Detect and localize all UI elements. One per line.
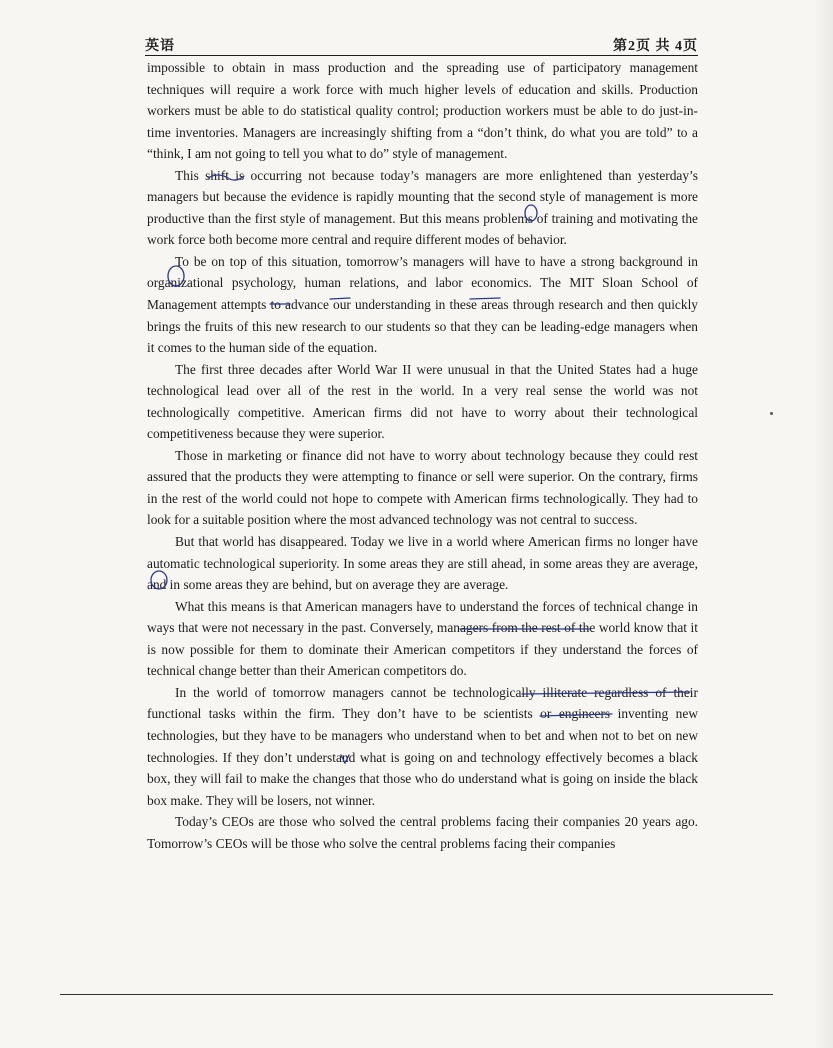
paragraph-3: To be on top of this situation, tomorrow’s managers will have to have a strong background in organizational psychology, human relations, and labor economics. The MIT Sloan School of Management attempts to advance our understanding in these areas through research and then quickly brings the fruits of this new research to our students so that they can be leading-edge managers when it comes to the human side of the equation. [147,253,698,356]
paragraph-5: Those in marketing or finance did not have to worry about technology because they could rest assured that the products they were attempting to finance or sell were superior. On the contrary, firms in the rest of the world could not hope to compete with American firms technologically. They had to look for a suitable position where the most advanced technology was not central to success. [147,447,698,528]
page-number: 第2页 共 4页 [613,39,698,54]
footer-rule [60,994,773,995]
paragraph-8: In the world of tomorrow managers cannot be technologically illiterate regardless of their functional tasks within the firm. They don’t have to be scientists or engineers inventing new technologies, but they have to be managers who understand when to bet and when not to bet on new technologies. If they don’t understand what is going on and technology effectively becomes a black box, they will fail to make the changes that those who do understand what is going on inside the black box make. They will be losers, not winner. [147,684,698,808]
paragraph-9: Today’s CEOs are those who solved the central problems facing their companies 20 years ago. Tomorrow’s CEOs will be those who solve the central problems facing their companies [147,814,698,851]
page-header [145,33,698,55]
paragraph-7: What this means is that American managers have to understand the forces of technical change in ways that were not necessary in the past. Conversely, managers from the rest of the world know that it is now possible for them to dominate their American competitors if they understand the forces of technical change better than their American competitors do. [147,598,698,679]
header-rule [145,55,698,56]
paragraph-2: This shift is occurring not because today’s managers are more enlightened than yesterday’s managers but because the evidence is rapidly mounting that the second style of management is more productive than the first style of management. But this means problems of training and motivating the work force both become more central and require different modes of behavior. [147,167,698,248]
paragraph-4: The first three decades after World War II were unusual in that the United States had a huge technological lead over all of the rest in the world. In a very real sense the world was not technologically competitive. American firms did not have to worry about their technological competitiveness because they were superior. [147,361,698,442]
document-body [147,57,698,854]
paragraph-1: impossible to obtain in mass production and the spreading use of participatory management techniques will require a work force with much higher levels of education and skills. Production workers must be able to do statistical quality control; production workers must be able to do just-in-time inventories. Managers are increasingly shifting from a “don’t think, do what you are told” to a “think, I am not going to tell you what to do” style of management. [147,60,698,162]
subject-label: 英语 [145,39,175,54]
paragraph-6: But that world has disappeared. Today we live in a world where American firms no longer have automatic technological superiority. In some areas they are still ahead, in some areas they are average, and in some areas they are behind, but on average they are average. [147,534,698,593]
scan-speck [770,412,773,415]
page-edge-shadow [813,0,833,1048]
